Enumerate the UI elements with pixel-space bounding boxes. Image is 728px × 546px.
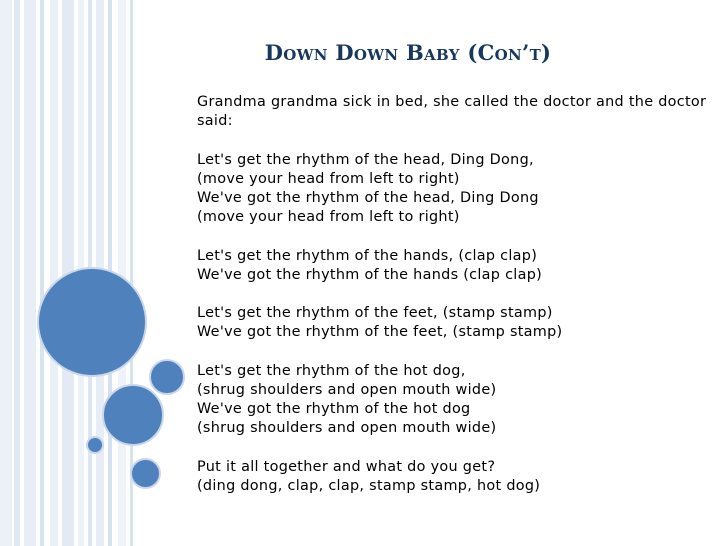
slide-body xyxy=(197,93,707,515)
stripe xyxy=(40,0,44,546)
intro-paragraph: Grandma grandma sick in bed, she called the doctor and the doctor said: xyxy=(197,94,707,130)
paragraph-together xyxy=(197,458,707,496)
lyric-line: Let's get the rhythm of the head, Ding Dong, xyxy=(197,151,534,168)
lyric-line: (shrug shoulders and open mouth wide) xyxy=(197,420,497,437)
lyric-line: Let's get the rhythm of the feet, (stamp stamp) xyxy=(197,305,553,322)
slide-title: Down Down Baby (Con’t) xyxy=(264,40,552,65)
stripe xyxy=(50,0,58,546)
lyric-line: (move your head from left to right) xyxy=(197,170,460,187)
lyric-line: Put it all together and what do you get? xyxy=(197,458,496,475)
lyric-line: Let's get the rhythm of the hands, (clap clap) xyxy=(197,247,538,264)
lyric-line: We've got the rhythm of the head, Ding Dong xyxy=(197,190,539,206)
lyric-line: We've got the rhythm of the hands (clap clap) xyxy=(197,266,543,283)
lyric-line: We've got the rhythm of the hot dog xyxy=(197,401,471,418)
decorative-circle-medium xyxy=(102,384,164,446)
decorative-circle-tiny xyxy=(86,436,104,454)
lyric-line: Let's get the rhythm of the hot dog, xyxy=(197,362,466,379)
lyric-line: We've got the rhythm of the feet, (stamp stamp) xyxy=(197,324,563,341)
decorative-circle-large xyxy=(37,267,147,377)
paragraph-hot-dog xyxy=(197,362,707,439)
lyric-line: (move your head from left to right) xyxy=(197,209,460,226)
decorative-circle-small xyxy=(149,359,185,395)
lyric-line: (ding dong, clap, clap, stamp stamp, hot dog) xyxy=(197,477,541,494)
paragraph-head xyxy=(197,151,707,228)
paragraph-hands xyxy=(197,247,707,285)
decorative-circle-small xyxy=(130,458,161,489)
stripe xyxy=(24,0,36,546)
stripe xyxy=(118,0,126,546)
lyric-line: (shrug shoulders and open mouth wide) xyxy=(197,381,497,398)
stripe xyxy=(14,0,20,546)
stripe xyxy=(0,0,12,546)
paragraph-feet xyxy=(197,304,707,342)
